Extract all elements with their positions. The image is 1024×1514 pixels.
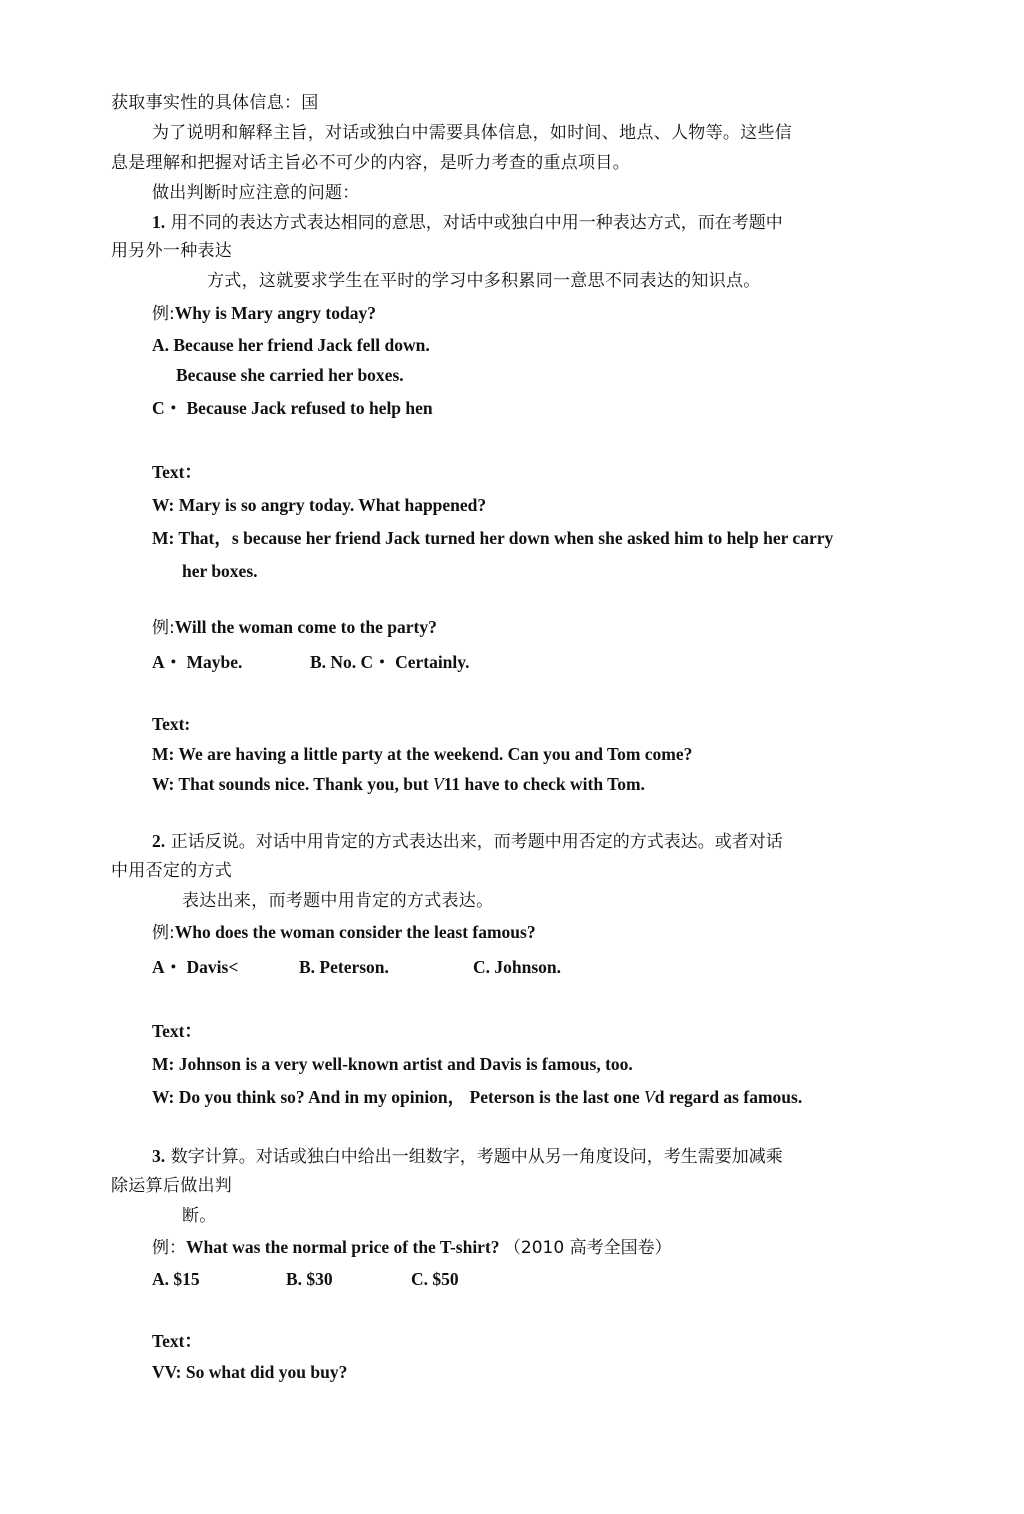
point-2-line: 表达出来，而考题中用肯定的方式表达。 <box>182 891 494 911</box>
point-text: 正话反说。对话中用肯定的方式表达出来，而考题中用否定的方式表达。或者对话 <box>170 832 783 852</box>
dialogue-text: 11 have to check with Tom. <box>443 774 645 794</box>
dialogue-italic: V <box>432 774 444 794</box>
text-label: Text： <box>152 462 202 482</box>
example-question <box>152 619 437 638</box>
notice-heading: 做出判断时应注意的问题： <box>152 183 360 203</box>
example-question <box>152 305 376 324</box>
example-prefix: 例： <box>152 1238 186 1258</box>
point-1-line: 用另外一种表达 <box>111 241 233 261</box>
option-c: C. Johnson. <box>473 957 562 977</box>
point-3-line: 除运算后做出判 <box>111 1176 233 1196</box>
point-2-line <box>152 833 783 852</box>
dialogue-line: VV: So what did you buy? <box>152 1362 348 1382</box>
dialogue-text: W: Do you think so? And in my opinion， Peterson is the last one <box>152 1087 645 1107</box>
intro-paragraph-line: 为了说明和解释主旨，对话或独白中需要具体信息，如时间、地点、人物等。这些信 <box>152 123 793 143</box>
dialogue-line: M: That，s because her friend Jack turned her down when she asked him to help her carry <box>152 528 834 548</box>
text-label: Text： <box>152 1021 202 1041</box>
option-a: A・ Davis< <box>152 957 239 977</box>
example-prefix: 例: <box>152 923 175 943</box>
section-heading: 获取事实性的具体信息：国 <box>111 93 319 113</box>
dialogue-line <box>152 776 645 794</box>
point-1-line: 方式，这就要求学生在平时的学习中多积累同一意思不同表达的知识点。 <box>207 271 761 291</box>
point-number: 1. <box>152 212 166 232</box>
point-1-line <box>152 214 783 233</box>
text-label: Text： <box>152 1331 202 1351</box>
question-source: （2010 高考全国卷） <box>503 1238 672 1258</box>
question-text: What was the normal price of the T-shirt? <box>186 1237 504 1257</box>
dialogue-line: M: Johnson is a very well-known artist and Davis is famous, too. <box>152 1054 633 1074</box>
dialogue-text: W: That sounds nice. Thank you, but <box>152 774 433 794</box>
text-label: Text: <box>152 714 191 734</box>
question-text: Who does the woman consider the least famous? <box>174 922 536 942</box>
point-2-line: 中用否定的方式 <box>111 861 233 881</box>
point-text: 数字计算。对话或独白中给出一组数字，考题中从另一角度设问，考生需要加减乘 <box>170 1147 783 1167</box>
dialogue-line: M: We are having a little party at the weekend. Can you and Tom come? <box>152 744 693 764</box>
option-c: C・ Because Jack refused to help hen <box>152 398 433 418</box>
option-a: A・ Maybe. <box>152 652 243 672</box>
point-text: 用不同的表达方式表达相同的意思，对话中或独白中用一种表达方式，而在考题中 <box>170 213 783 233</box>
example-prefix: 例: <box>152 618 175 638</box>
dialogue-italic: V <box>644 1087 655 1107</box>
option-bc: B. No. C・ Certainly. <box>310 652 470 672</box>
example-prefix: 例: <box>152 304 175 324</box>
option-a: A. $15 <box>152 1269 200 1289</box>
option-c: C. $50 <box>411 1269 459 1289</box>
point-number: 2. <box>152 831 166 851</box>
option-a: A. Because her friend Jack fell down. <box>152 335 430 355</box>
dialogue-line: W: Mary is so angry today. What happened? <box>152 495 487 515</box>
question-text: Why is Mary angry today? <box>174 303 376 323</box>
point-3-line <box>152 1148 783 1167</box>
example-question <box>152 924 536 943</box>
point-3-line: 断。 <box>182 1206 217 1226</box>
dialogue-line: her boxes. <box>182 561 258 581</box>
question-text: Will the woman come to the party? <box>174 617 437 637</box>
example-question <box>152 1239 672 1258</box>
option-b: B. Peterson. <box>299 957 389 977</box>
option-b: Because she carried her boxes. <box>176 365 404 385</box>
dialogue-line <box>152 1089 802 1107</box>
dialogue-text: d regard as famous. <box>654 1087 803 1107</box>
point-number: 3. <box>152 1146 166 1166</box>
option-b: B. $30 <box>286 1269 333 1289</box>
intro-paragraph-line: 息是理解和把握对话主旨必不可少的内容，是听力考查的重点项目。 <box>111 153 630 173</box>
